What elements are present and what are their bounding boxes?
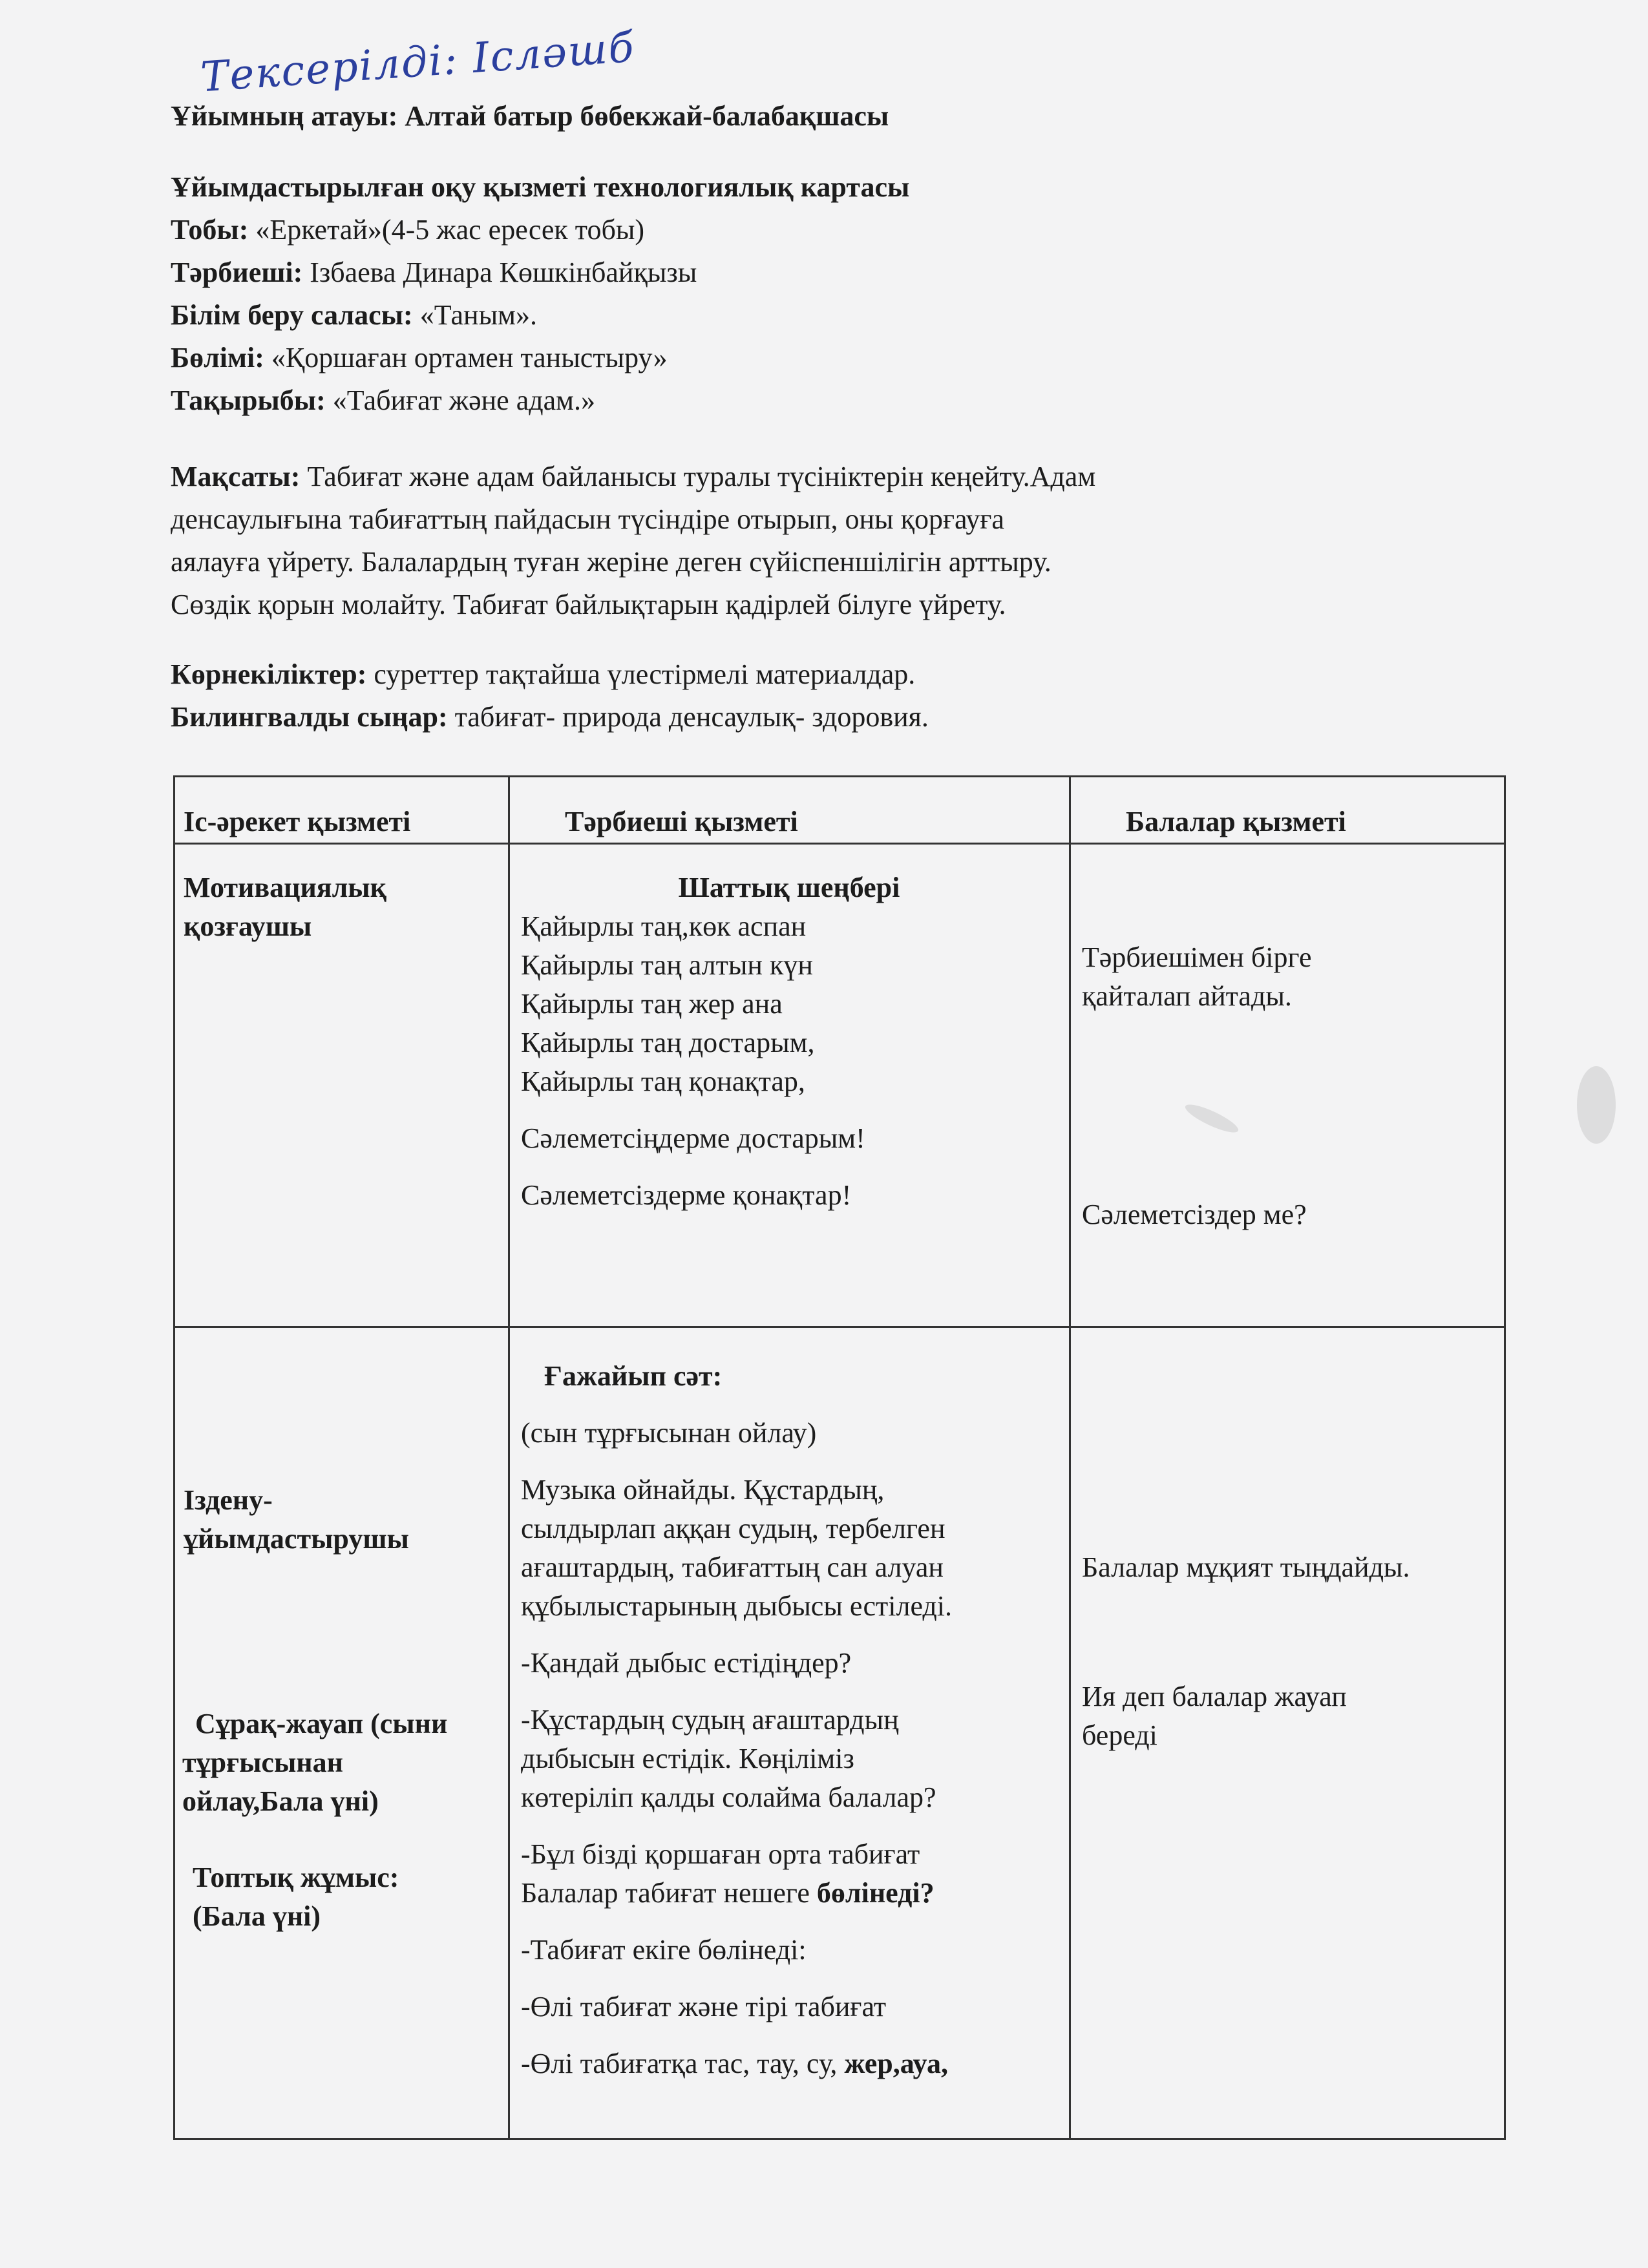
- poem-line: Қайырлы таң достарым,: [521, 1027, 815, 1058]
- teacher-line: -Табиғат екіге бөлінеді:: [521, 1934, 807, 1966]
- bilingual-label: Билингвалды сыңар:: [171, 701, 448, 733]
- header-children: Балалар қызметі: [1126, 806, 1346, 837]
- topic-line: [171, 381, 595, 420]
- stage-line: қозғаушы: [184, 910, 312, 942]
- row2-children-1: Балалар мұқият тыңдайды.: [1082, 1551, 1410, 1583]
- stage-line: Сұрақ-жауап (сыни: [195, 1708, 448, 1739]
- teacher-line: -Құстардың судың ағаштардың: [521, 1704, 899, 1736]
- teacher-question-bold: бөлінеді?: [816, 1877, 935, 1909]
- teacher-line: [521, 2044, 1064, 2083]
- teacher-line: сылдырлап аққан судың, тербелген: [521, 1513, 945, 1544]
- teacher-line: дыбысын естідік. Көңіліміз: [521, 1743, 854, 1774]
- table-border-bottom: [173, 2138, 1506, 2140]
- teacher-line-text: -Өлі табиғатқа тас, тау, су,: [521, 2048, 845, 2079]
- children-line: береді: [1082, 1719, 1157, 1751]
- org-name-line: [171, 97, 889, 136]
- teacher-label: Тәрбиеші:: [171, 257, 303, 288]
- section-value: «Қоршаған ортамен таныстыру»: [264, 342, 668, 373]
- org-value: Алтай батыр бөбекжай-балабақшасы: [397, 100, 889, 132]
- teacher-value: Ізбаева Динара Көшкінбайқызы: [302, 257, 697, 288]
- children-line: Тәрбиешімен бірге: [1082, 941, 1312, 973]
- goal-text: Табиғат және адам байланысы туралы түсініктерін кеңейту.Адам: [300, 461, 1096, 492]
- row1-stage: [184, 868, 386, 946]
- teacher-line: Музыка ойнайды. Құстардың,: [521, 1474, 885, 1506]
- visual-aids-value: суреттер тақтайша үлестірмелі материалдар.: [366, 658, 916, 690]
- stage-line: Іздену-: [184, 1484, 273, 1516]
- teacher-line: көтеріліп қалды солайма балалар?: [521, 1781, 936, 1813]
- goal-line-1: [171, 457, 1095, 496]
- area-value: «Таным».: [412, 299, 537, 331]
- row1-children: [1082, 938, 1495, 1016]
- visual-aids-label: Көрнекіліктер:: [171, 658, 367, 690]
- table-border-right: [1504, 775, 1506, 2140]
- stage-line: тұрғысынан: [182, 1747, 344, 1778]
- row2-teacher-title: Ғажайып сәт:: [544, 1360, 723, 1392]
- goal-line-3: аялауға үйрету. Балалардың туған жеріне деген сүйіспеншілігін арттыру.: [171, 546, 1051, 578]
- group-value: «Еркетай»(4-5 жас ересек тобы): [248, 214, 645, 246]
- scan-smudge: [1577, 1066, 1616, 1144]
- poem-line: Қайырлы таң алтын күн: [521, 949, 813, 981]
- group-label: Тобы:: [171, 214, 249, 246]
- teacher-subtitle: (сын тұрғысынан ойлау): [521, 1417, 817, 1449]
- row2-stage-1: [184, 1481, 409, 1559]
- greeting-line: Сәлеметсіңдерме достарым!: [521, 1122, 865, 1154]
- row2-stage-2: [182, 1705, 448, 1821]
- area-label: Білім беру саласы:: [171, 299, 413, 331]
- teacher-line: -Өлі табиғат және тірі табиғат: [521, 1991, 887, 2022]
- goal-label: Мақсаты:: [171, 461, 301, 492]
- teacher-line: [171, 253, 697, 292]
- teacher-line-bold: жер,ауа,: [844, 2048, 948, 2079]
- teacher-question: -Қандай дыбыс естідіңдер?: [521, 1647, 852, 1679]
- table-col-divider: [1069, 775, 1071, 2140]
- section-line: [171, 339, 668, 377]
- row1-children-greet: Сәлеметсіздер ме?: [1082, 1199, 1307, 1230]
- stage-line: Мотивациялық: [184, 872, 386, 903]
- table-header-divider: [173, 843, 1506, 845]
- teacher-line: ағаштардың, табиғаттың сан алуан: [521, 1551, 944, 1583]
- table-row-divider: [173, 1326, 1506, 1328]
- bilingual-value: табиғат- природа денсаулық- здоровия.: [447, 701, 929, 733]
- bilingual-line: [171, 698, 929, 737]
- row2-stage-3: [193, 1858, 399, 1936]
- stage-line: Топтық жұмыс:: [193, 1862, 399, 1893]
- activity-table: [173, 775, 1506, 2140]
- header-activity: Іс-әрекет қызметі: [184, 806, 411, 837]
- poem-line: Қайырлы таң қонақтар,: [521, 1066, 805, 1097]
- card-title: Ұйымдастырылған оқу қызметі технологиялық картасы: [171, 171, 910, 203]
- topic-value: «Табиғат және адам.»: [325, 384, 596, 416]
- section-label: Бөлімі:: [171, 342, 264, 373]
- row2-teacher: [521, 1357, 1064, 2083]
- area-line: [171, 296, 537, 335]
- teacher-question-text: Балалар табиғат нешеге: [521, 1877, 817, 1909]
- row1-teacher-title: Шаттық шеңбері: [678, 872, 900, 903]
- table-border-left: [173, 775, 175, 2140]
- children-line: қайталап айтады.: [1082, 980, 1292, 1012]
- table-col-divider: [508, 775, 510, 2140]
- row1-teacher: [521, 868, 1057, 1215]
- stage-line: (Бала үні): [193, 1900, 321, 1932]
- teacher-line: -Бұл бізді қоршаған орта табиғат: [521, 1838, 920, 1870]
- header-teacher: Тәрбиеші қызметі: [565, 806, 798, 837]
- poem-line: Қайырлы таң,көк аспан: [521, 910, 807, 942]
- topic-label: Тақырыбы:: [171, 384, 326, 416]
- handwritten-signature: Тексерілді: Ісләшб: [199, 23, 637, 102]
- visual-aids-line: [171, 655, 915, 694]
- goal-line-2: денсаулығына табиғаттың пайдасын түсіндіре отырып, оны қорғауға: [171, 503, 1004, 535]
- teacher-question: [521, 1874, 1064, 1913]
- poem-line: Қайырлы таң жер ана: [521, 988, 783, 1020]
- org-label: Ұйымның атауы:: [171, 100, 398, 132]
- teacher-line: құбылыстарының дыбысы естіледі.: [521, 1590, 953, 1622]
- table-border-top: [173, 775, 1506, 777]
- stage-line: ойлау,Бала үні): [182, 1785, 379, 1817]
- group-line: [171, 211, 644, 249]
- children-line: Ия деп балалар жауап: [1082, 1681, 1347, 1712]
- greeting-line: Сәлеметсіздерме қонақтар!: [521, 1179, 852, 1211]
- stage-line: ұйымдастырушы: [184, 1523, 409, 1555]
- goal-line-4: Сөздік қорын молайту. Табиғат байлықтарын қадірлей білуге үйрету.: [171, 589, 1006, 620]
- row2-children-2: [1082, 1677, 1495, 1755]
